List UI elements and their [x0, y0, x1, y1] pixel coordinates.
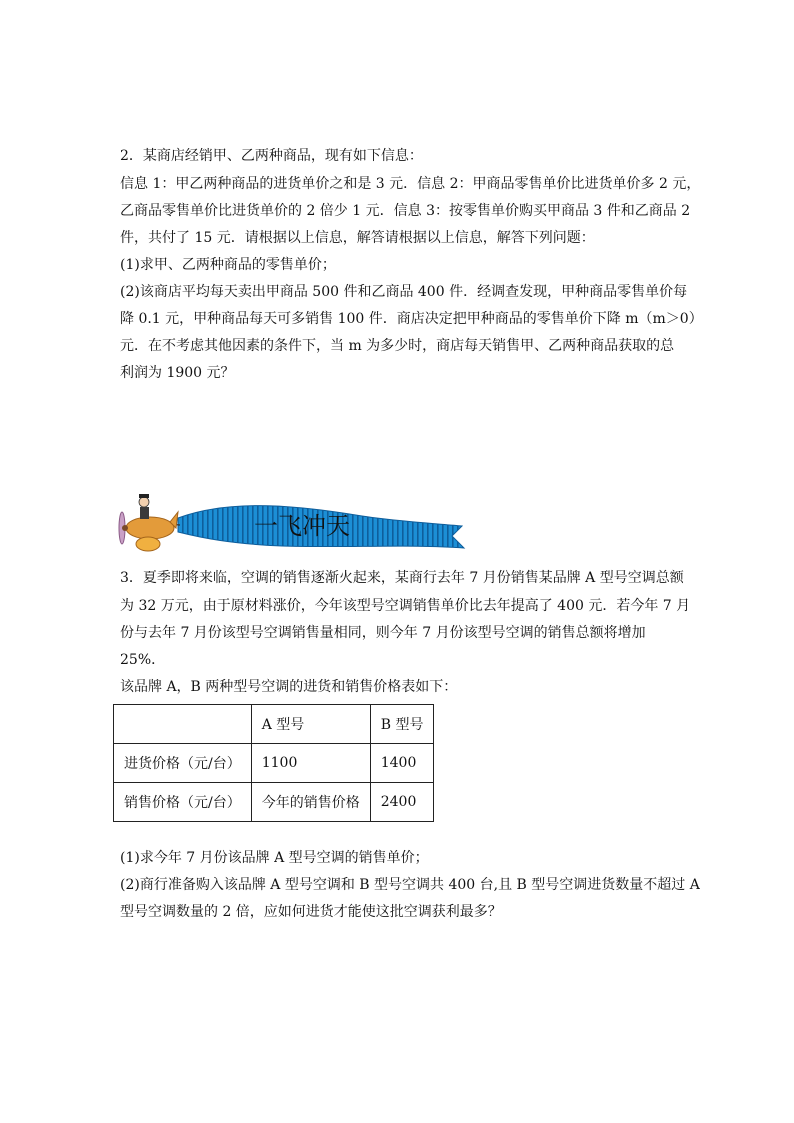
banner-title: 一飞冲天 — [254, 512, 350, 540]
table-cell: 1100 — [251, 744, 370, 783]
q2-line-8: 元．在不考虑其他因素的条件下，当 m 为多少时，商店每天销售甲、乙两种商品获取的总 — [120, 338, 675, 354]
table-cell-label: 销售价格（元/台） — [114, 783, 252, 822]
q3-line-6: (1)求今年 7 月份该品牌 A 型号空调的销售单价； — [120, 850, 429, 866]
q3-line-4: 25%． — [120, 652, 166, 668]
table-row — [114, 783, 434, 822]
q3-line-3: 份与去年 7 月份该型号空调销售量相同，则今年 7 月份该型号空调的销售总额将增加 — [120, 625, 646, 641]
table-cell: 2400 — [370, 783, 434, 822]
q3-line-8: 型号空调数量的 2 倍，应如何进货才能使这批空调获利最多？ — [120, 904, 502, 920]
table-header-a: A 型号 — [251, 705, 370, 744]
table-header-b: B 型号 — [370, 705, 434, 744]
q2-line-4: 件，共付了 15 元．请根据以上信息，解答请根据以上信息，解答下列问题： — [120, 230, 595, 246]
q2-line-7: 降 0.1 元，甲种商品每天可多销售 100 件．商店决定把甲种商品的零售单价下降 m（m＞0） — [120, 311, 703, 327]
table-cell: 1400 — [370, 744, 434, 783]
q2-line-3: 乙商品零售单价比进货单价的 2 倍少 1 元．信息 3：按零售单价购买甲商品 3 件和乙商品 2 — [120, 203, 691, 219]
airplane-banner-illustration — [112, 488, 467, 558]
q2-line-6: (2)该商店平均每天卖出甲商品 500 件和乙商品 400 件．经调查发现，甲种商品零售单价每 — [120, 284, 688, 300]
q3-line-1: 3．夏季即将来临，空调的销售逐渐火起来，某商行去年 7 月份销售某品牌 A 型号空调总额 — [120, 570, 684, 586]
q3-line-5: 该品牌 A，B 两种型号空调的进货和销售价格表如下： — [120, 679, 458, 695]
table-cell: 今年的销售价格 — [251, 783, 370, 822]
table-header-empty — [114, 705, 252, 744]
q2-line-5: (1)求甲、乙两种商品的零售单价； — [120, 257, 336, 273]
airplane-body — [126, 517, 174, 539]
q3-line-7: (2)商行准备购入该品牌 A 型号空调和 B 型号空调共 400 台,且 B 型号空调进货数量不超过 A — [120, 877, 700, 893]
q2-line-1: 2．某商店经销甲、乙两种商品，现有如下信息： — [120, 148, 423, 164]
section-banner — [112, 488, 467, 558]
pilot-icon — [139, 497, 149, 507]
table-cell-label: 进货价格（元/台） — [114, 744, 252, 783]
table-row — [114, 744, 434, 783]
airplane-wing — [136, 537, 160, 551]
q2-line-9: 利润为 1900 元？ — [120, 365, 235, 381]
q2-line-2: 信息 1：甲乙两种商品的进货单价之和是 3 元．信息 2：甲商品零售单价比进货单价多 2 元， — [120, 176, 701, 192]
q3-line-2: 为 32 万元，由于原材料涨价，今年该型号空调销售单价比去年提高了 400 元．若今年 7 月 — [120, 598, 691, 614]
price-table — [113, 704, 434, 822]
table-row — [114, 705, 434, 744]
